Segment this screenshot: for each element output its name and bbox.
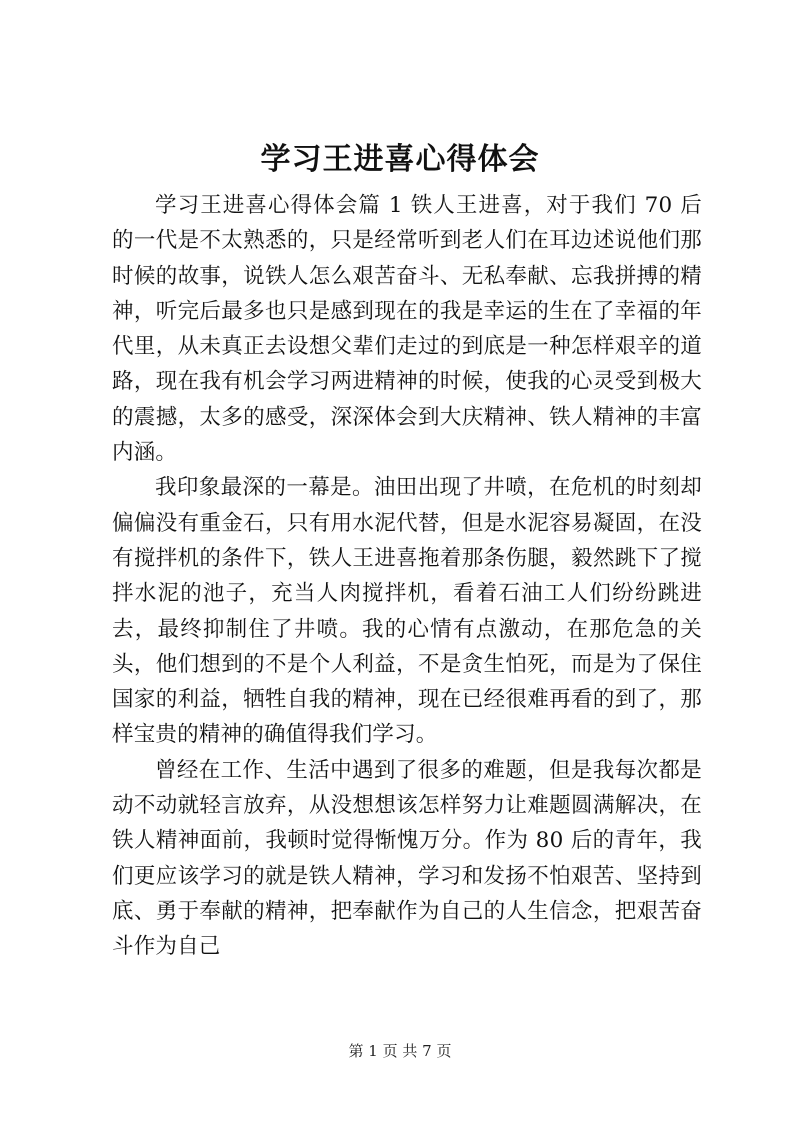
- document-title: 学习王进喜心得体会: [260, 142, 540, 177]
- document-body: [112, 188, 702, 965]
- paragraph-3: 曾经在工作、生活中遇到了很多的难题，但是我每次都是动不动就轻言放弃，从没想想该怎样努力让难题圆满解决，在铁人精神面前，我顿时觉得惭愧万分。作为 80 后的青年，我们更应该学习的就是铁人精神，学习和发扬不怕艰苦、坚持到底、勇于奉献的精神，把奉献作为自己的人生信念，把艰苦奋斗作为自己: [112, 757, 702, 960]
- page-footer: 第 1 页 共 7 页: [348, 1042, 452, 1060]
- paragraph-1: 学习王进喜心得体会篇 1 铁人王进喜，对于我们 70 后的一代是不太熟悉的，只是经常听到老人们在耳边述说他们那时候的故事，说铁人怎么艰苦奋斗、无私奉献、忘我拼搏的精神，听完后最多也只是感到现在的我是幸运的生在了幸福的年代里，从未真正去设想父辈们走过的到底是一种怎样艰辛的道路，现在我有机会学习两进精神的时候，使我的心灵受到极大的震撼，太多的感受，深深体会到大庆精神、铁人精神的丰富内涵。: [112, 193, 702, 466]
- paragraph-2: 我印象最深的一幕是。油田出现了井喷，在危机的时刻却偏偏没有重金石，只有用水泥代替，但是水泥容易凝固，在没有搅拌机的条件下，铁人王进喜拖着那条伤腿，毅然跳下了搅拌水泥的池子，充当人肉搅拌机，看着石油工人们纷纷跳进去，最终抑制住了井喷。我的心情有点激动，在那危急的关头，他们想到的不是个人利益，不是贪生怕死，而是为了保住国家的利益，牺牲自我的精神，现在已经很难再看的到了，那样宝贵的精神的确值得我们学习。: [112, 475, 702, 748]
